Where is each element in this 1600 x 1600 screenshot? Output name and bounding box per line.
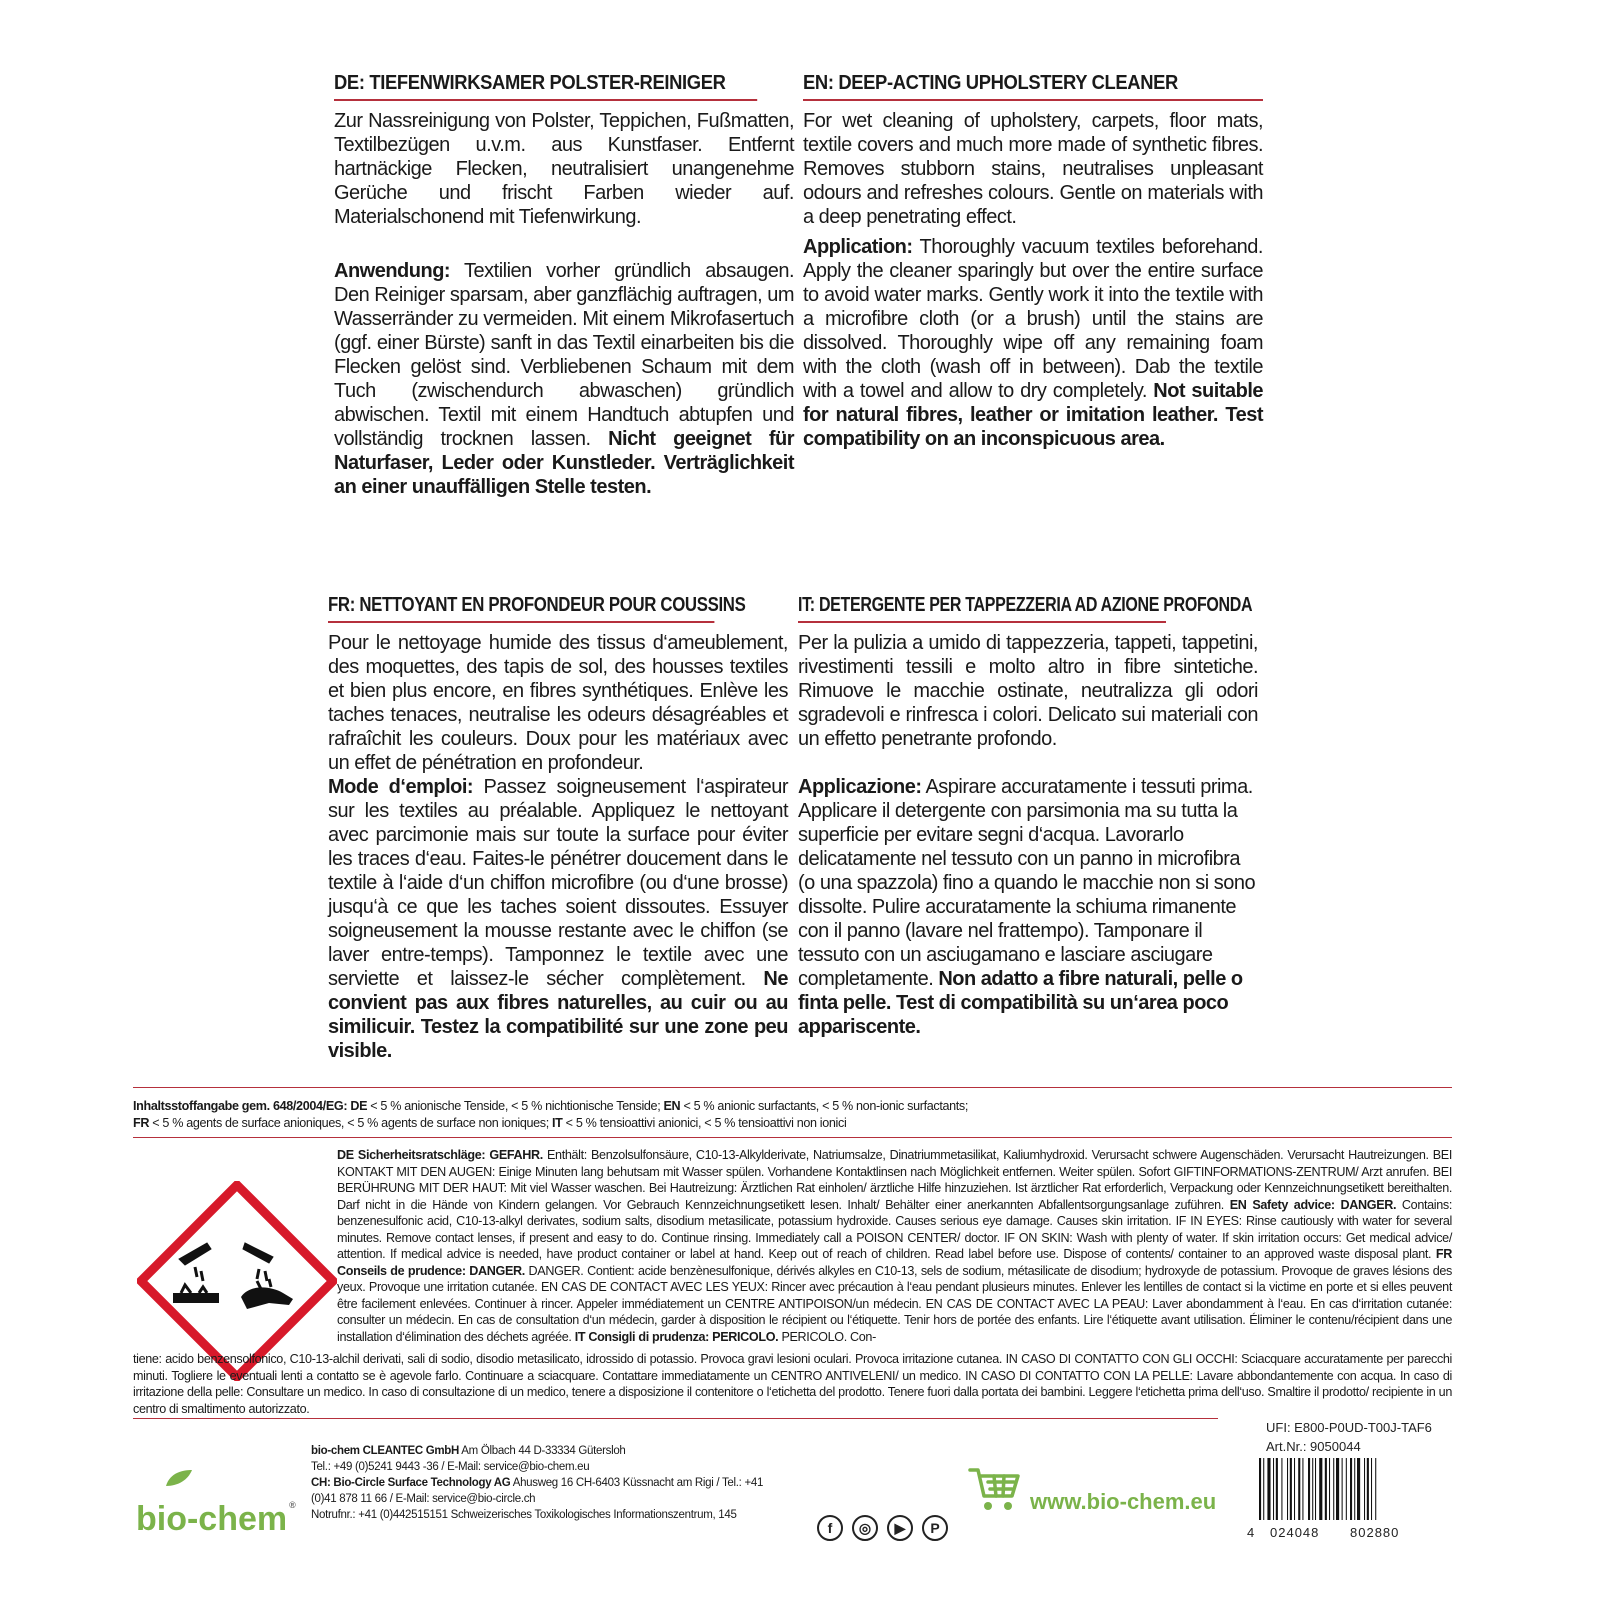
- ingredients-text: Inhaltsstoffangabe gem. 648/2004/EG: DE < 5 % anionische Tenside, < 5 % nichtionische Tenside; EN < 5 % anionic surfactants, < 5 % non-ionic surfactants; FR < 5 % agents de surface anioniques, < 5 % agents de surface non ioniques; IT < 5 % tensioattivi anionici, < 5 % tensioattivi non ionici: [133, 1099, 969, 1130]
- ingredients-top-rule: [133, 1087, 1452, 1088]
- instagram-icon[interactable]: ◎: [852, 1515, 878, 1541]
- company-info: bio-chem CLEANTEC GmbH Am Ölbach 44 D-33334 Gütersloh Tel.: +49 (0)5241 9443 -36 / E-Mail: service@bio-chem.eu CH: Bio-Circle Surface Technology AG Ahusweg 16 CH-6403 Küssnacht am Rigi / Tel.: +41 (0)41 878 11 66 / E-Mail: service@bio-circle.ch Notrufnr.: +41 (0)442515151 Schweizerisches Toxikologisches Informationszentrum, 145: [311, 1445, 764, 1521]
- barcode-right-digits: 802880: [1350, 1525, 1400, 1540]
- shopping-cart-icon[interactable]: [968, 1466, 1020, 1514]
- safety-text-block: DE Sicherheitsratschläge: GEFAHR. Enthält: Benzolsulfonsäure, C10-13-Alkylderivate, Natriumsalze, Dinatriummetasilikat, Kaliumhydroxid. Verursacht schwere Augenschäden. Verursacht Hautreizungen. BEI KONTAKT MIT DEN AUGEN: Einige Minuten lang behutsam mit Wasser spülen. Vorhandene Kontaktlinsen nach Möglichkeit entfernen. Weiter spülen. Sofort GIFTINFORMATIONS-ZENTRUM/ Arzt anrufen. BEI BERÜHRUNG MIT DER HAUT: Mit viel Wasser waschen. Bei Hautreizung: Ärztlichen Rat einholen/ ärztliche Hilfe hinzuziehen. Ist ärztlicher Rat erforderlich, Verpackung oder Kennzeichnungsetikett bereithalten. Darf nicht in die Hände von Kindern gelangen. Vor Gebrauch Kennzeichnungsetikett lesen. Inhalt/ Behälter einer anerkannten Abfallentsorgungsanlage zuführen. EN Safety advice: DANGER. Contains: benzenesulfonic acid, C10-13-alkyl derivates, sodium salts, disodium metasilicate, potassium hydroxide. Causes serious eye damage. Causes skin irritation. IF IN EYES: Rinse cautiously with water for several minutes. Remove contact lenses, if present and easy to do. Continue rinsing. Immediately call a POISON CENTER/ doctor. IF ON SKIN: Wash with plenty of water. If skin irritation occurs: Get medical advice/ attention. If medical advice is needed, have product container or label at hand. Keep out of reach of children. Read label before use. Dispose of contents/ container to an approved waste disposal plant. FR Conseils de prudence: DANGER. DANGER. Contient: acide benzènesulfonique, dérivés alkyles en C10-13, sels de sodium, métasilicate de disodium; hydroxyde de potassium. Provoque de graves lésions des yeux. Provoque une irritation cutanée. EN CAS DE CONTACT AVEC LES YEUX: Rincer avec précaution à l‘eau pendant plusieurs minutes. Enlever les lentilles de contact si la victime en porte et si elles peuvent être facilement enlevées. Continuer à rincer. Appeler immédiatement un CENTRE ANTIPOISON/un médecin. EN CAS DE CONTACT AVEC LA PEAU: Laver abondamment à l‘eau. En cas d‘irritation cutanée: consulter un médecin. En cas de consultation d‘un médecin, garder à disposition le récipient ou l‘étiquette. Tenir hors de portée des enfants. Lire l‘étiquette avant utilisation. Éliminer le contenu/récipient dans une installation d‘élimination des déchets agréée. IT Consigli di prudenza: PERICOLO. PERICOLO. Con-: [337, 1148, 1452, 1344]
- ingredients-bottom-rule: [133, 1137, 1452, 1138]
- article-number: Art.Nr.: 9050044: [1266, 1439, 1361, 1454]
- en-description: For wet cleaning of upholstery, carpets, floor mats, textile covers and much more made of synthetic fibres. Removes stubborn stains, neutralises unpleasant odours and refreshes colours. Gentle on materials with a deep penetrating effect.: [803, 110, 1263, 228]
- it-application: Applicazione: Aspirare accuratamente i tessuti prima. Applicare il detergente con parsimonia ma su tutta la superficie per evitare segni d‘acqua. Lavorarlo delicatamente nel tessuto con un panno in microfibra (o una spazzola) fino a quando le macchie non si sono dissolte. Pulire accuratamente la schiuma rimanente con il panno (lavare nel frattempo). Tamponare il tessuto con un asciugamano e lasciare asciugare completamente. Non adatto a fibre naturali, pelle o finta pelle. Test di compatibilità su un‘area poco appariscente.: [798, 776, 1256, 1038]
- facebook-icon[interactable]: f: [817, 1515, 843, 1541]
- website-link[interactable]: www.bio-chem.eu: [1030, 1489, 1217, 1514]
- it-section: [798, 594, 1258, 1039]
- en-application: Application: Thoroughly vacuum textiles beforehand. Apply the cleaner sparingly but over the entire surface to avoid water marks. Gently work it into the textile with a microfibre cloth (or a brush) until the stains are dissolved. Thoroughly wipe off any remaining foam with the cloth (wash off in between). Dab the textile with a towel and allow to dry completely. Not suitable for natural fibres, leather or imitation leather. Test compatibility on an inconspicuous area.: [803, 236, 1263, 450]
- de-application: Anwendung: Textilien vorher gründlich absaugen. Den Reiniger sparsam, aber ganzflächig auftragen, um Wasserränder zu vermeiden. Mit einem Mikrofasertuch (ggf. einer Bürste) sanft in das Textil einarbeiten bis die Flecken gelöst sind. Verbliebenen Schaum mit dem Tuch (zwischendurch abwaschen) gründlich abwischen. Textil mit einem Handtuch abtupfen und vollständig trocknen lassen. Nicht geeignet für Naturfaser, Leder oder Kunstleder. Verträglichkeit an einer unauffälligen Stelle testen.: [334, 260, 794, 498]
- en-section: [803, 72, 1263, 451]
- pinterest-icon[interactable]: P: [922, 1515, 948, 1541]
- barcode-left-digits: 024048: [1270, 1525, 1320, 1540]
- it-heading: IT: DETERGENTE PER TAPPEZZERIA AD AZIONE PROFONDA: [798, 594, 1166, 623]
- de-section: [334, 72, 794, 499]
- safety-bottom-rule: [133, 1418, 1218, 1419]
- barcode: [1257, 1458, 1420, 1523]
- bio-chem-logo: bio-chem ®: [136, 1500, 296, 1538]
- product-codes: [1266, 1418, 1432, 1456]
- de-heading: DE: TIEFENWIRKSAMER POLSTER-REINIGER: [334, 72, 757, 101]
- barcode-lead-digit: 4: [1247, 1525, 1255, 1540]
- de-description: Zur Nassreinigung von Polster, Teppichen, Fußmatten, Textilbezügen u.v.m. aus Kunstfaser. Entfernt hartnäckige Flecken, neutralisiert unangenehme Gerüche und frischt Farben wieder auf. Materialschonend mit Tiefenwirkung.: [334, 110, 794, 228]
- it-description: Per la pulizia a umido di tappezzeria, tappeti, tappetini, rivestimenti tessili e molto altro in fibre sintetiche. Rimuove le macchie ostinate, neutralizza gli odori sgradevoli e rinfresca i colori. Delicato sui materiali con un effetto penetrante profondo.: [798, 632, 1258, 750]
- social-icons: [817, 1515, 948, 1541]
- fr-description: Pour le nettoyage humide des tissus d‘ameublement, des moquettes, des tapis de sol, des housses textiles et bien plus encore, en fibres synthétiques. Enlève les taches tenaces, neutralise les odeurs désagréables et rafraîchit les couleurs. Doux pour les matériaux avec un effet de pénétration en profondeur.: [328, 632, 788, 774]
- fr-section: [328, 594, 788, 1063]
- safety-text-continued: tiene: acido benzensolfonico, C10-13-alchil derivati, sali di sodio, disodio metasilicato, idrossido di potassio. Provoca gravi lesioni oculari. Provoca irritazione cutanea. IN CASO DI CONTATTO CON GLI OCCHI: Sciacquare accuratamente per parecchi minuti. Togliere le eventuali lenti a contatto se è agevole farlo. Continuare a sciacquare. Contattare immediatamente un CENTRO ANTIVELENI/ un medico. IN CASO DI CONTATTO CON LA PELLE: Lavare abbondantemente con acqua. In caso di irritazione della pelle: Consultare un medico. In caso di consultazione di un medico, tenere a disposizione il contenitore o l‘etichetta del prodotto. Tenere fuori dalla portata dei bambini. Leggere l‘etichetta prima dell‘uso. Smaltire il prodotto/ recipiente in un centro di smaltimento autorizzato.: [133, 1352, 1452, 1416]
- fr-heading: FR: NETTOYANT EN PROFONDEUR POUR COUSSINS: [328, 594, 714, 623]
- youtube-icon[interactable]: ▶: [887, 1515, 913, 1541]
- en-heading: EN: DEEP-ACTING UPHOLSTERY CLEANER: [803, 72, 1263, 101]
- leaf-icon: [164, 1468, 194, 1488]
- ufi-code: UFI: E800-P0UD-T00J-TAF6: [1266, 1420, 1432, 1435]
- fr-application: Mode d‘emploi: Passez soigneusement l‘aspirateur sur les textiles au préalable. Appliquez le nettoyant avec parcimonie mais sur toute la surface pour éviter les traces d‘eau. Faites-le pénétrer doucement dans le textile à l‘aide d‘un chiffon microfibre (ou d‘une brosse) jusqu‘à ce que les taches soient dissoutes. Essuyer soigneusement la mousse restante avec le chiffon (se laver entre-temps). Tamponnez le textile avec une serviette et laissez-le sécher complètement. Ne convient pas aux fibres naturelles, au cuir ou au similicuir. Testez la compatibilité sur une zone peu visible.: [328, 776, 788, 1062]
